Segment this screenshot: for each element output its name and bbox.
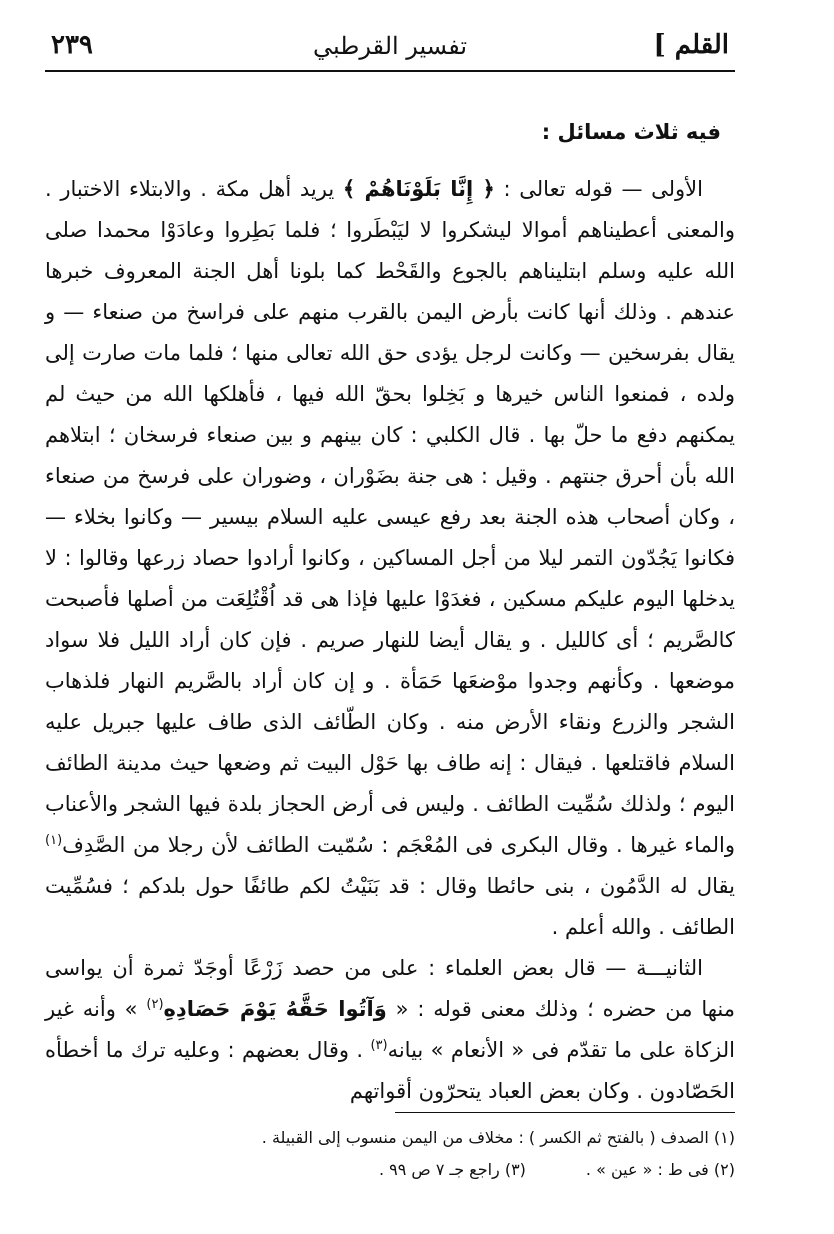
footnote-row — [45, 1154, 735, 1186]
quran-verse: ﴿ إِنَّا بَلَوْنَاهُمْ ﴾ — [342, 177, 495, 201]
running-title: تفسير القرطبي — [312, 32, 468, 60]
footnote-rule — [395, 1112, 735, 1113]
paragraph-text: الثانيـــة — قال بعض العلماء : على من حصد زَرْعًا أوجَدّ ثمرة أن يواسى منها من حضره ؛ وذلك معنى قوله : « — [45, 956, 736, 1021]
footnotes — [45, 1122, 735, 1186]
paragraph-text: » وأنه غير الزكاة على ما تقدّم فى « الأنعام » بيانه — [45, 997, 735, 1062]
footnote-ref-1: (١) — [45, 833, 63, 848]
footnote-1: (١) الصدف ( بالفتح ثم الكسر ) : مخلاف من اليمن منسوب إلى القبيلة . — [261, 1128, 735, 1147]
footnote-ref-2: (٢) — [146, 997, 164, 1012]
header-rule — [45, 70, 735, 72]
paragraph-second-issue — [45, 948, 735, 1112]
page-number: ٢٣٩ — [51, 30, 93, 60]
intro-line: فيه ثلاث مسائل : — [541, 120, 721, 144]
paragraph-text-end: . وقال بعضهم : وعليه ترك ما أخطأه الحَصّادون . وكان بعض العباد يتحرّون أقواتهم — [45, 1038, 735, 1103]
sura-name: القلم ] — [653, 30, 729, 60]
issue-label-text: الأولى — قوله تعالى : — [494, 177, 703, 201]
main-text — [45, 112, 735, 1112]
quran-verse: وَآتُوا حَقَّهُ يَوْمَ حَصَادِهِ — [163, 997, 387, 1021]
paragraph-text: يريد أهل مكة . والابتلاء الاختبار . والمعنى أعطيناهم أموالا ليشكروا لا ليَبْطَروا ؛ فلما بَطِروا وعادَوْا محمدا صلى الله عليه وسلم ابتليناهم بالجوع والقَحْط كما بلونا أهل الجنة المعروف خبرها عندهم . وذلك أنها كانت بأرض اليمن بالقرب منهم على فراسخ من صنعاء — و يقال بفرسخين — وكانت لرجل يؤدى حق الله تعالى منها ؛ فلما مات صارت إلى ولده ، فمنعوا الناس خيرها و بَخِلوا بحقّ الله فيها ، فأهلكها الله من حيث لم يمكنهم دفع ما حلّ بها . قال الكلبي : كان بينهم و بين صنعاء فرسخان ؛ ابتلاهم الله بأن أحرق جنتهم . وقيل : هى جنة بضَوْران ، وضوران على فرسخ من صنعاء ، وكان أصحاب هذه الجنة بعد رفع عيسى عليه السلام بيسير — وكانوا بخلاء — فكانوا يَجُدّون التمر ليلا من أجل المساكين ، وكانوا أرادوا حصاد زرعها وقالوا : لا يدخلها اليوم عليكم مسكين ، فغدَوْا عليها فإذا هى قد اُقْتُلِعَت من أصلها فأصبحت كالصَّريم ؛ أى كالليل . و يقال أيضا للنهار صريم . فإن كان أراد الليل فلا سواد موضعها . وكأنهم وجدوا موْضعَها حَمَأة . و إن كان أراد بالصَّريم النهار فلذهاب الشجر والزرع ونقاء الأرض منه . وكان الطّائف الذى طاف عليها جبريل عليه السلام فاقتلعها . فيقال : إنه طاف بها حَوْل البيت ثم وضعها حيث مدينة الطائف اليوم ؛ ولذلك سُمِّيت الطائف . وليس فى أرض الحجاز بلدة فيها الشجر والأعناب والماء غيرها . وقال البكرى فى المُعْجَم : سُمّيت الطائف لأن رجلا من الصَّدِف — [45, 177, 735, 857]
paragraph-first-issue — [45, 169, 735, 948]
footnote-2: (٢) فى ط : « عين » . — [585, 1160, 735, 1179]
paragraph-text-end: يقال له الدَّمُون ، بنى حائطا وقال : قد بَنَيْتُ لكم طائفًا حول بلدكم ؛ فسُمِّيت الطائف . والله أعلم . — [45, 874, 735, 939]
footnote-ref-3: (٣) — [370, 1038, 388, 1053]
page-header — [45, 22, 735, 68]
footnote-3: (٣) راجع جـ ٧ ص ٩٩ . — [378, 1160, 526, 1179]
